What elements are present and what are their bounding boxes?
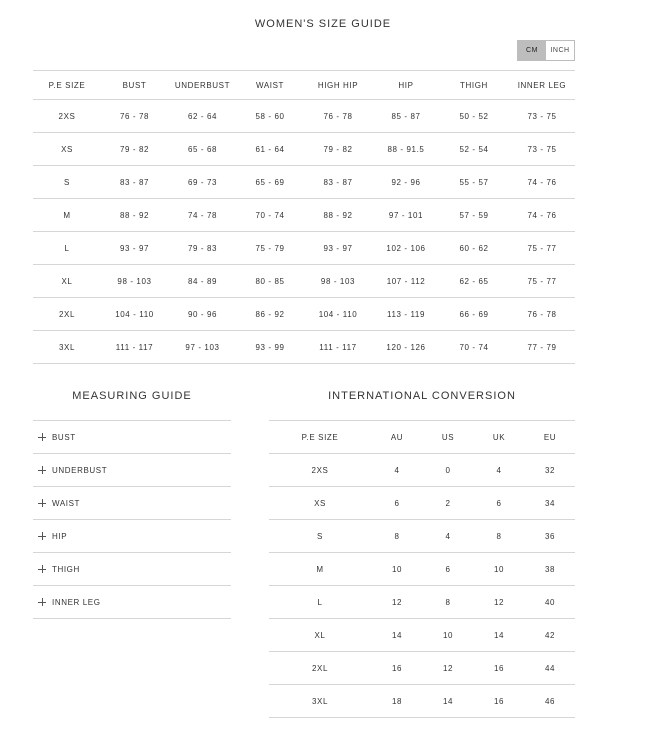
- size-label-cell: XS: [314, 498, 326, 508]
- size-label-cell: S: [64, 177, 70, 187]
- page-title: WOMEN'S SIZE GUIDE: [254, 18, 392, 30]
- value-cell: 61 - 64: [255, 144, 285, 154]
- size-label-cell: 2XL: [311, 663, 329, 673]
- value-cell: 14: [442, 696, 454, 706]
- value-cell: 14: [391, 630, 403, 640]
- value-cell: 93 - 97: [323, 243, 353, 253]
- value-cell: 73 - 75: [527, 111, 557, 121]
- plus-icon: [38, 466, 46, 474]
- value-cell: 79 - 82: [323, 144, 353, 154]
- value-cell: 93 - 97: [119, 243, 150, 253]
- value-cell: 66 - 69: [459, 309, 489, 319]
- size-table-row: [33, 265, 575, 298]
- value-cell: 76 - 78: [323, 111, 353, 121]
- size-label-cell: L: [317, 597, 323, 607]
- value-cell: 75 - 79: [255, 243, 285, 253]
- value-cell: 14: [493, 630, 505, 640]
- value-cell: 104 - 110: [318, 309, 358, 319]
- value-cell: 2: [445, 498, 451, 508]
- value-cell: 98 - 103: [320, 276, 356, 286]
- measure-item-waist[interactable]: [33, 487, 231, 520]
- plus-icon: [38, 565, 46, 573]
- measure-item-thigh[interactable]: [33, 553, 231, 586]
- conversion-table-row: [269, 520, 575, 553]
- value-cell: 62 - 65: [459, 276, 489, 286]
- value-cell: 8: [496, 531, 502, 541]
- unit-cm-button[interactable]: CM: [518, 41, 546, 60]
- value-cell: 74 - 76: [527, 177, 557, 187]
- value-cell: 10: [442, 630, 454, 640]
- conversion-table-row: [269, 652, 575, 685]
- conversion-table-row: [269, 586, 575, 619]
- measure-item-label: UNDERBUST: [52, 465, 108, 475]
- header-cell: THIGH: [460, 80, 488, 90]
- value-cell: 77 - 79: [527, 342, 557, 352]
- value-cell: 75 - 77: [527, 276, 557, 286]
- header-cell: HIP: [398, 80, 414, 90]
- value-cell: 10: [493, 564, 505, 574]
- unit-inch-button[interactable]: INCH: [546, 41, 574, 60]
- value-cell: 70 - 74: [459, 342, 489, 352]
- value-cell: 102 - 106: [386, 243, 426, 253]
- measure-item-bust[interactable]: [33, 421, 231, 454]
- measure-item-inner-leg[interactable]: [33, 586, 231, 619]
- header-cell: UK: [492, 432, 506, 442]
- header-cell: UNDERBUST: [174, 80, 231, 90]
- value-cell: 62 - 64: [187, 111, 218, 121]
- size-label-cell: 2XS: [311, 465, 329, 475]
- value-cell: 88 - 92: [323, 210, 353, 220]
- value-cell: 10: [391, 564, 403, 574]
- size-label-cell: M: [63, 210, 71, 220]
- value-cell: 0: [445, 465, 451, 475]
- size-table-row: [33, 199, 575, 232]
- value-cell: 79 - 83: [187, 243, 218, 253]
- value-cell: 57 - 59: [459, 210, 489, 220]
- size-table-row: [33, 100, 575, 133]
- value-cell: 8: [394, 531, 400, 541]
- plus-icon: [38, 499, 46, 507]
- value-cell: 38: [544, 564, 556, 574]
- measure-item-hip[interactable]: [33, 520, 231, 553]
- measuring-guide-list: [33, 420, 231, 619]
- value-cell: 16: [391, 663, 403, 673]
- header-cell: AU: [390, 432, 404, 442]
- conversion-table-row: [269, 685, 575, 718]
- conversion-title: INTERNATIONAL CONVERSION: [328, 390, 516, 402]
- conversion-table-row: [269, 454, 575, 487]
- value-cell: 113 - 119: [386, 309, 426, 319]
- value-cell: 84 - 89: [187, 276, 218, 286]
- value-cell: 12: [493, 597, 505, 607]
- size-label-cell: 3XL: [311, 696, 329, 706]
- value-cell: 120 - 126: [386, 342, 426, 352]
- conversion-table: [269, 420, 575, 718]
- measure-item-underbust[interactable]: [33, 454, 231, 487]
- size-label-cell: XL: [61, 276, 73, 286]
- unit-toggle: [517, 40, 575, 61]
- value-cell: 40: [544, 597, 556, 607]
- value-cell: 12: [391, 597, 403, 607]
- plus-icon: [38, 433, 46, 441]
- value-cell: 98 - 103: [117, 276, 152, 286]
- value-cell: 50 - 52: [459, 111, 489, 121]
- value-cell: 69 - 73: [187, 177, 218, 187]
- plus-icon: [38, 532, 46, 540]
- size-table-row: [33, 232, 575, 265]
- size-table-header: [33, 71, 575, 100]
- value-cell: 80 - 85: [255, 276, 285, 286]
- value-cell: 16: [493, 663, 505, 673]
- header-cell: WAIST: [255, 80, 285, 90]
- size-table-row: [33, 331, 575, 364]
- value-cell: 44: [544, 663, 556, 673]
- value-cell: 65 - 68: [187, 144, 218, 154]
- value-cell: 97 - 101: [388, 210, 424, 220]
- measure-item-label: HIP: [52, 531, 68, 541]
- value-cell: 55 - 57: [459, 177, 489, 187]
- value-cell: 70 - 74: [255, 210, 285, 220]
- value-cell: 75 - 77: [527, 243, 557, 253]
- plus-icon: [38, 598, 46, 606]
- value-cell: 74 - 76: [527, 210, 557, 220]
- measuring-guide-title: MEASURING GUIDE: [72, 390, 192, 402]
- value-cell: 12: [442, 663, 454, 673]
- value-cell: 42: [544, 630, 556, 640]
- value-cell: 86 - 92: [255, 309, 285, 319]
- value-cell: 79 - 82: [119, 144, 150, 154]
- value-cell: 83 - 87: [119, 177, 150, 187]
- value-cell: 73 - 75: [527, 144, 557, 154]
- measure-item-label: THIGH: [52, 564, 80, 574]
- header-cell: INNER LEG: [517, 80, 567, 90]
- value-cell: 6: [496, 498, 502, 508]
- value-cell: 4: [445, 531, 451, 541]
- header-cell: BUST: [122, 80, 147, 90]
- value-cell: 111 - 117: [319, 342, 357, 352]
- value-cell: 46: [544, 696, 556, 706]
- size-label-cell: 2XL: [58, 309, 76, 319]
- header-cell: EU: [543, 432, 557, 442]
- value-cell: 83 - 87: [323, 177, 353, 187]
- value-cell: 6: [394, 498, 400, 508]
- conversion-table-row: [269, 619, 575, 652]
- value-cell: 76 - 78: [119, 111, 150, 121]
- value-cell: 93 - 99: [255, 342, 285, 352]
- value-cell: 104 - 110: [115, 309, 154, 319]
- size-table: [33, 70, 575, 364]
- value-cell: 85 - 87: [391, 111, 421, 121]
- size-label-cell: XS: [61, 144, 73, 154]
- size-table-row: [33, 133, 575, 166]
- value-cell: 32: [544, 465, 556, 475]
- value-cell: 8: [445, 597, 451, 607]
- size-table-row: [33, 298, 575, 331]
- value-cell: 111 - 117: [115, 342, 154, 352]
- value-cell: 6: [445, 564, 451, 574]
- size-label-cell: S: [317, 531, 323, 541]
- size-table-row: [33, 166, 575, 199]
- value-cell: 52 - 54: [459, 144, 489, 154]
- value-cell: 36: [544, 531, 556, 541]
- value-cell: 65 - 69: [255, 177, 285, 187]
- value-cell: 92 - 96: [391, 177, 421, 187]
- value-cell: 107 - 112: [386, 276, 426, 286]
- conversion-table-header: [269, 421, 575, 454]
- size-label-cell: L: [64, 243, 70, 253]
- conversion-table-row: [269, 487, 575, 520]
- header-cell: US: [441, 432, 455, 442]
- header-cell: HIGH HIP: [317, 80, 359, 90]
- value-cell: 18: [391, 696, 403, 706]
- value-cell: 16: [493, 696, 505, 706]
- value-cell: 34: [544, 498, 556, 508]
- value-cell: 76 - 78: [527, 309, 557, 319]
- size-label-cell: XL: [314, 630, 326, 640]
- measure-item-label: WAIST: [52, 498, 81, 508]
- size-label-cell: 2XS: [58, 111, 76, 121]
- value-cell: 88 - 92: [119, 210, 150, 220]
- size-label-cell: M: [316, 564, 324, 574]
- value-cell: 4: [394, 465, 400, 475]
- header-cell: P.E SIZE: [301, 432, 339, 442]
- value-cell: 90 - 96: [187, 309, 218, 319]
- header-cell: P.E SIZE: [48, 80, 86, 90]
- value-cell: 97 - 103: [185, 342, 220, 352]
- measure-item-label: INNER LEG: [52, 597, 101, 607]
- value-cell: 58 - 60: [255, 111, 285, 121]
- value-cell: 74 - 78: [187, 210, 218, 220]
- value-cell: 60 - 62: [459, 243, 489, 253]
- measure-item-label: BUST: [52, 432, 76, 442]
- size-label-cell: 3XL: [58, 342, 76, 352]
- value-cell: 4: [496, 465, 502, 475]
- conversion-table-row: [269, 553, 575, 586]
- value-cell: 88 - 91.5: [387, 144, 425, 154]
